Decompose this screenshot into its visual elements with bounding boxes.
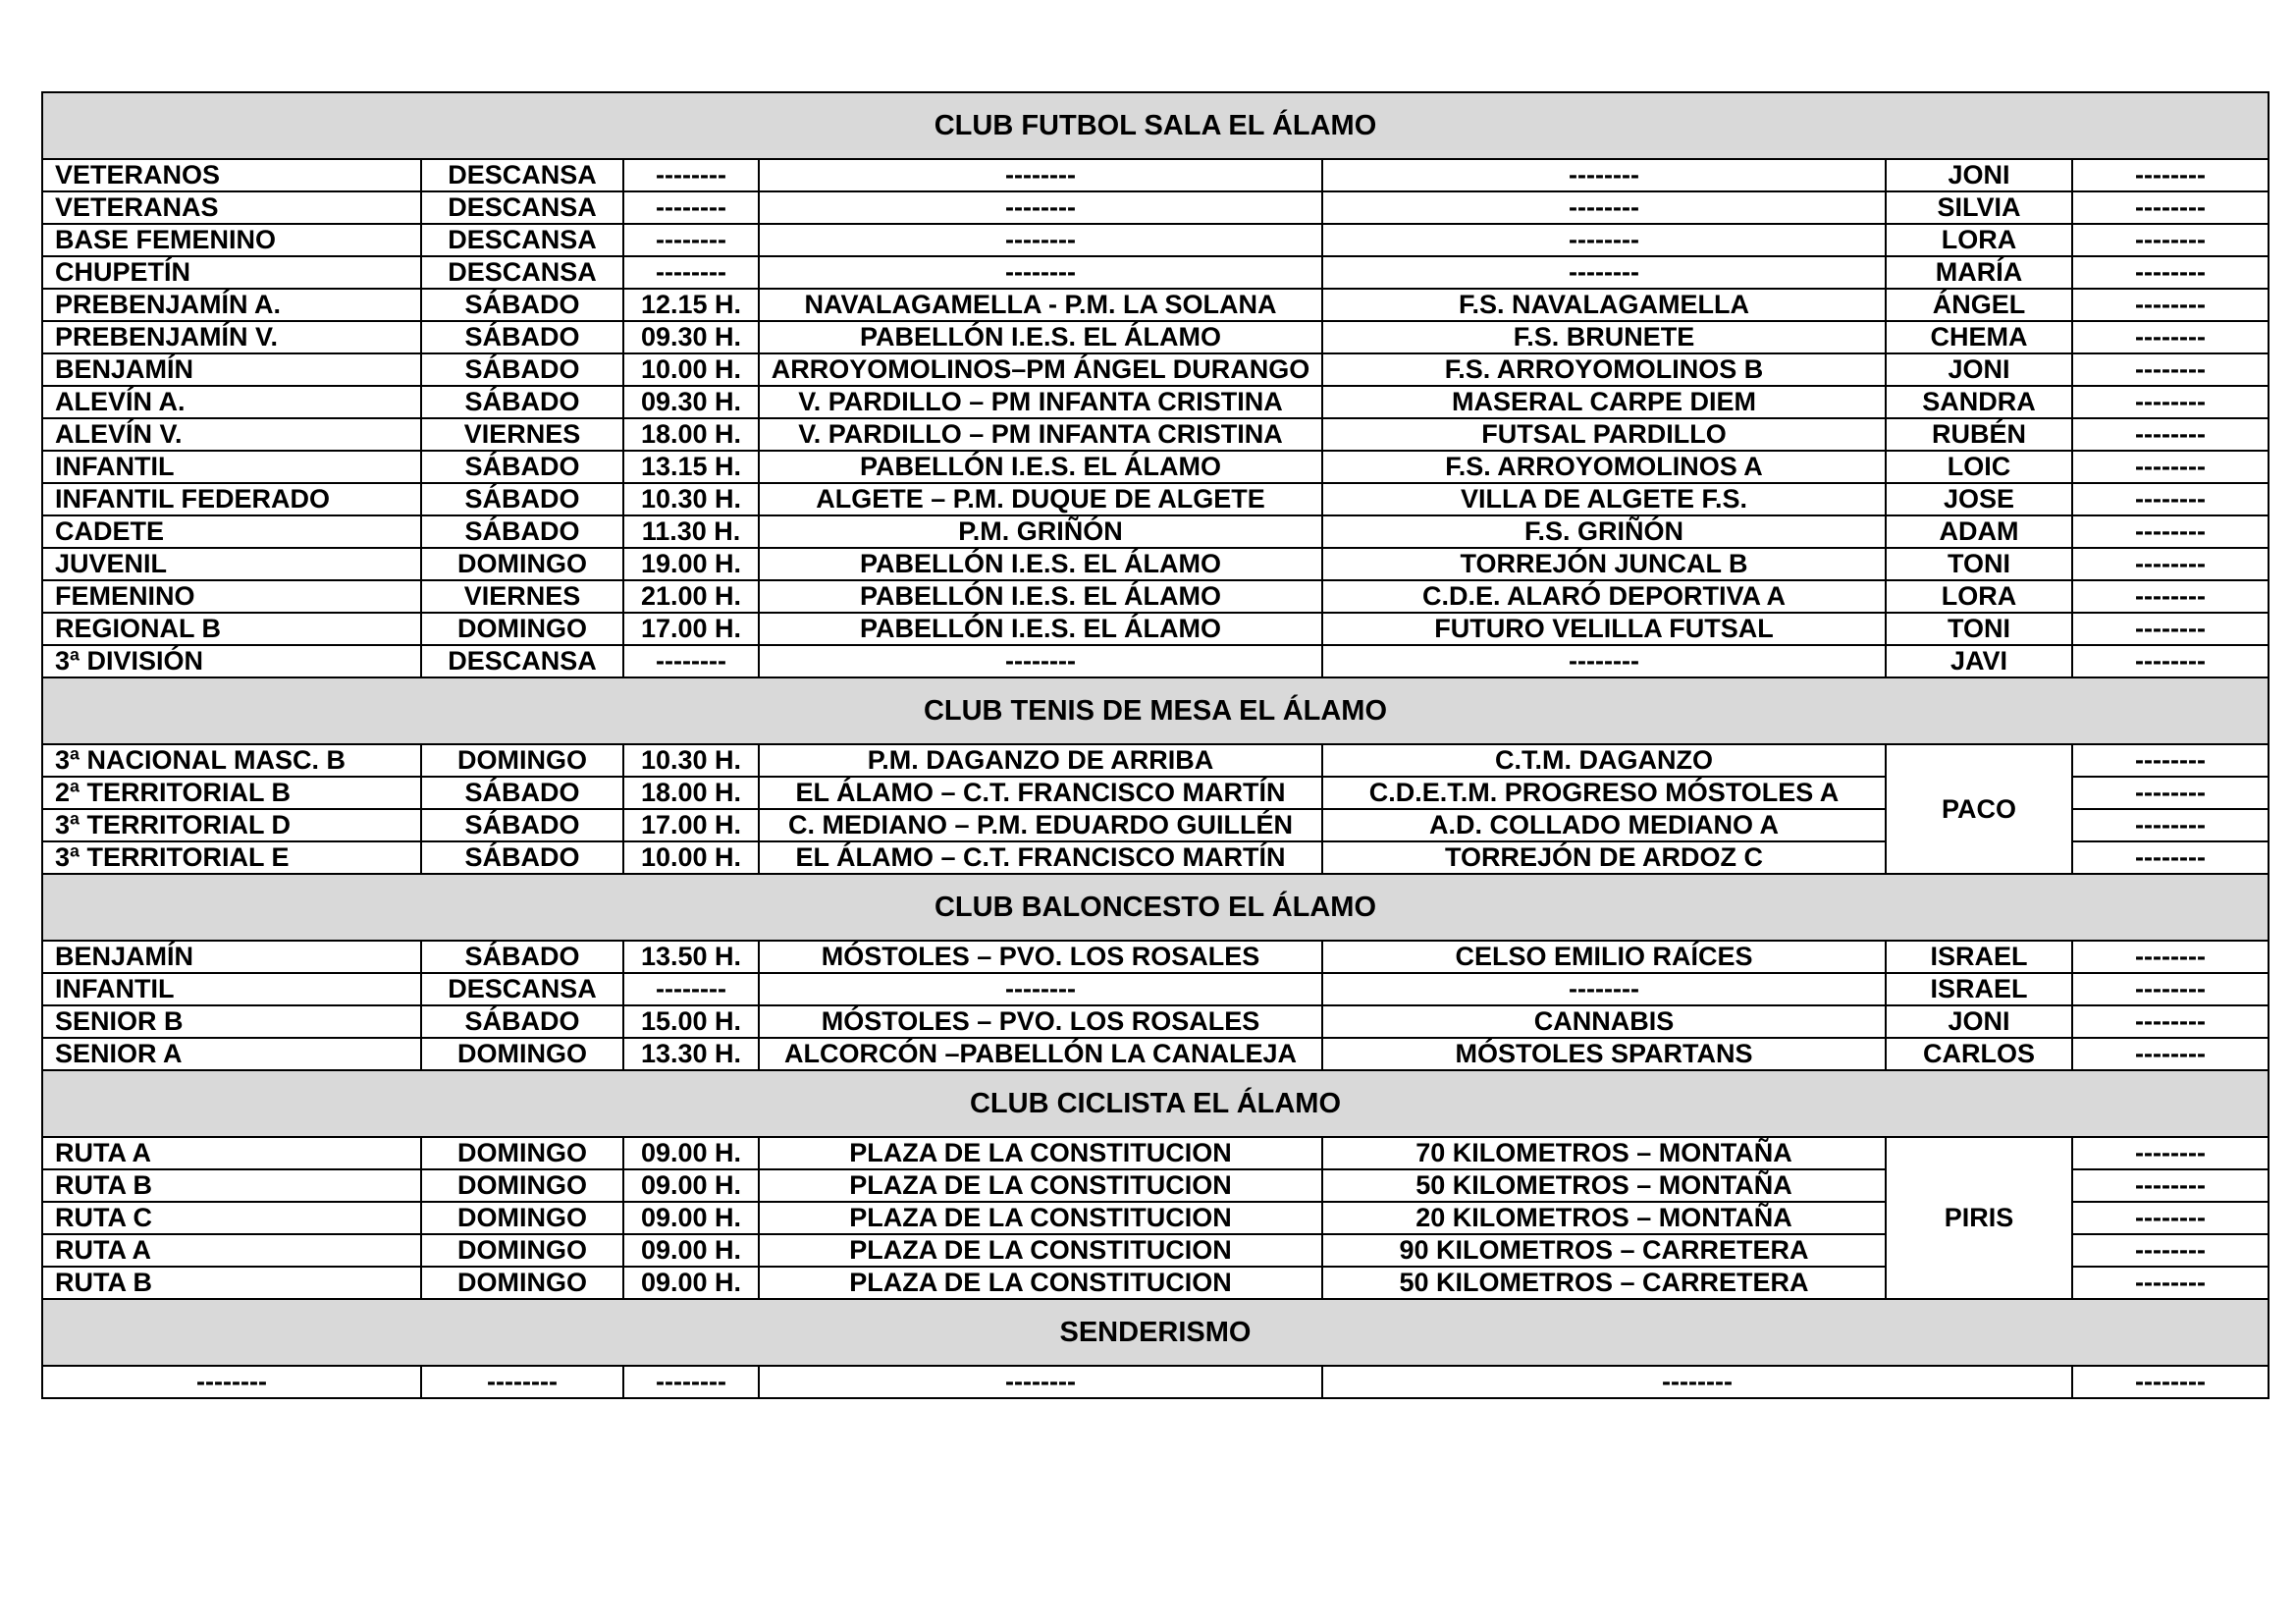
table-row xyxy=(42,973,2269,1005)
section-title: CLUB CICLISTA EL ÁLAMO xyxy=(42,1070,2269,1137)
opponent-cell: -------- xyxy=(1322,256,1886,289)
result-cell: -------- xyxy=(2072,191,2269,224)
delegate-cell: LOIC xyxy=(1886,451,2072,483)
delegate-cell: SANDRA xyxy=(1886,386,2072,418)
result-cell: -------- xyxy=(2072,580,2269,613)
result-cell: -------- xyxy=(2072,777,2269,809)
category-cell: CADETE xyxy=(42,515,421,548)
time-cell: 09.00 H. xyxy=(623,1137,759,1169)
time-cell: -------- xyxy=(623,191,759,224)
table-row xyxy=(42,321,2269,353)
day-cell: SÁBADO xyxy=(421,941,623,973)
result-cell: -------- xyxy=(2072,645,2269,677)
section-title: SENDERISMO xyxy=(42,1299,2269,1366)
day-cell: SÁBADO xyxy=(421,386,623,418)
day-cell: SÁBADO xyxy=(421,515,623,548)
delegate-cell: CARLOS xyxy=(1886,1038,2072,1070)
result-cell: -------- xyxy=(2072,613,2269,645)
table-row xyxy=(42,289,2269,321)
result-cell: -------- xyxy=(2072,1038,2269,1070)
delegate-cell: TONI xyxy=(1886,548,2072,580)
day-cell: DESCANSA xyxy=(421,973,623,1005)
delegate-cell: MARÍA xyxy=(1886,256,2072,289)
time-cell: 18.00 H. xyxy=(623,777,759,809)
category-cell: FEMENINO xyxy=(42,580,421,613)
result-cell: -------- xyxy=(2072,1234,2269,1267)
section-header xyxy=(42,92,2269,159)
day-cell: SÁBADO xyxy=(421,1005,623,1038)
venue-cell: ALCORCÓN –PABELLÓN LA CANALEJA xyxy=(759,1038,1322,1070)
time-cell: 11.30 H. xyxy=(623,515,759,548)
opponent-cell: F.S. GRIÑÓN xyxy=(1322,515,1886,548)
time-cell: 13.15 H. xyxy=(623,451,759,483)
time-cell: -------- xyxy=(623,973,759,1005)
category-cell: BENJAMÍN xyxy=(42,353,421,386)
venue-cell: MÓSTOLES – PVO. LOS ROSALES xyxy=(759,941,1322,973)
category-cell: BASE FEMENINO xyxy=(42,224,421,256)
category-cell: INFANTIL xyxy=(42,451,421,483)
table-row xyxy=(42,515,2269,548)
time-cell: 10.00 H. xyxy=(623,841,759,874)
opponent-cell: TORREJÓN JUNCAL B xyxy=(1322,548,1886,580)
opponent-cell: FUTSAL PARDILLO xyxy=(1322,418,1886,451)
time-cell: 09.00 H. xyxy=(623,1169,759,1202)
venue-cell: PABELLÓN I.E.S. EL ÁLAMO xyxy=(759,580,1322,613)
time-cell: 10.30 H. xyxy=(623,744,759,777)
delegate-cell: ISRAEL xyxy=(1886,941,2072,973)
venue-cell: -------- xyxy=(759,159,1322,191)
category-cell: 2ª TERRITORIAL B xyxy=(42,777,421,809)
venue-cell: ALGETE – P.M. DUQUE DE ALGETE xyxy=(759,483,1322,515)
table-row xyxy=(42,744,2269,777)
category-cell: ALEVÍN V. xyxy=(42,418,421,451)
section-title: CLUB FUTBOL SALA EL ÁLAMO xyxy=(42,92,2269,159)
result-cell: -------- xyxy=(2072,548,2269,580)
day-cell: DESCANSA xyxy=(421,645,623,677)
opponent-cell: MASERAL CARPE DIEM xyxy=(1322,386,1886,418)
time-cell: 15.00 H. xyxy=(623,1005,759,1038)
category-cell: 3ª TERRITORIAL D xyxy=(42,809,421,841)
opponent-cell: 70 KILOMETROS – MONTAÑA xyxy=(1322,1137,1886,1169)
day-cell: VIERNES xyxy=(421,418,623,451)
venue-cell: P.M. DAGANZO DE ARRIBA xyxy=(759,744,1322,777)
day-cell: DOMINGO xyxy=(421,548,623,580)
day-cell: DOMINGO xyxy=(421,613,623,645)
time-cell: 10.30 H. xyxy=(623,483,759,515)
result-cell: -------- xyxy=(2072,451,2269,483)
day-cell: SÁBADO xyxy=(421,841,623,874)
day-cell: SÁBADO xyxy=(421,483,623,515)
day-cell: DOMINGO xyxy=(421,1169,623,1202)
result-cell: -------- xyxy=(2072,1137,2269,1169)
venue-cell: ARROYOMOLINOS–PM ÁNGEL DURANGO xyxy=(759,353,1322,386)
opponent-cell: 20 KILOMETROS – MONTAÑA xyxy=(1322,1202,1886,1234)
venue-cell: PLAZA DE LA CONSTITUCION xyxy=(759,1267,1322,1299)
table-row xyxy=(42,1137,2269,1169)
delegate-cell: ISRAEL xyxy=(1886,973,2072,1005)
result-cell: -------- xyxy=(2072,386,2269,418)
venue-cell: V. PARDILLO – PM INFANTA CRISTINA xyxy=(759,386,1322,418)
category-cell: PREBENJAMÍN V. xyxy=(42,321,421,353)
table-row xyxy=(42,353,2269,386)
section-header xyxy=(42,874,2269,941)
result-cell: -------- xyxy=(2072,418,2269,451)
opponent-cell: MÓSTOLES SPARTANS xyxy=(1322,1038,1886,1070)
venue-cell: PLAZA DE LA CONSTITUCION xyxy=(759,1234,1322,1267)
category-cell: PREBENJAMÍN A. xyxy=(42,289,421,321)
venue-cell: -------- xyxy=(759,224,1322,256)
time-cell: 21.00 H. xyxy=(623,580,759,613)
opponent-cell: 90 KILOMETROS – CARRETERA xyxy=(1322,1234,1886,1267)
venue-cell: -------- xyxy=(759,645,1322,677)
table-row xyxy=(42,191,2269,224)
time-cell: 09.00 H. xyxy=(623,1234,759,1267)
table-row xyxy=(42,941,2269,973)
category-cell: -------- xyxy=(42,1366,421,1398)
delegate-cell: LORA xyxy=(1886,224,2072,256)
opponent-cell: C.D.E. ALARÓ DEPORTIVA A xyxy=(1322,580,1886,613)
time-cell: 17.00 H. xyxy=(623,809,759,841)
venue-cell: NAVALAGAMELLA - P.M. LA SOLANA xyxy=(759,289,1322,321)
table-row xyxy=(42,418,2269,451)
venue-cell: PLAZA DE LA CONSTITUCION xyxy=(759,1169,1322,1202)
table-row xyxy=(42,645,2269,677)
result-cell: -------- xyxy=(2072,1005,2269,1038)
table-row xyxy=(42,1366,2269,1398)
category-cell: VETERANAS xyxy=(42,191,421,224)
opponent-cell: C.D.E.T.M. PROGRESO MÓSTOLES A xyxy=(1322,777,1886,809)
day-cell: DOMINGO xyxy=(421,1038,623,1070)
category-cell: ALEVÍN A. xyxy=(42,386,421,418)
category-cell: RUTA B xyxy=(42,1267,421,1299)
delegate-cell: JAVI xyxy=(1886,645,2072,677)
opponent-cell: -------- xyxy=(1322,1366,2072,1398)
section-header xyxy=(42,677,2269,744)
day-cell: SÁBADO xyxy=(421,353,623,386)
section-header xyxy=(42,1070,2269,1137)
section-title: CLUB TENIS DE MESA EL ÁLAMO xyxy=(42,677,2269,744)
day-cell: SÁBADO xyxy=(421,451,623,483)
opponent-cell: F.S. ARROYOMOLINOS A xyxy=(1322,451,1886,483)
table-row xyxy=(42,224,2269,256)
opponent-cell: -------- xyxy=(1322,645,1886,677)
table-row xyxy=(42,1005,2269,1038)
opponent-cell: 50 KILOMETROS – CARRETERA xyxy=(1322,1267,1886,1299)
result-cell: -------- xyxy=(2072,744,2269,777)
opponent-cell: VILLA DE ALGETE F.S. xyxy=(1322,483,1886,515)
category-cell: VETERANOS xyxy=(42,159,421,191)
result-cell: -------- xyxy=(2072,973,2269,1005)
day-cell: -------- xyxy=(421,1366,623,1398)
venue-cell: PABELLÓN I.E.S. EL ÁLAMO xyxy=(759,548,1322,580)
delegate-cell: PACO xyxy=(1886,744,2072,874)
opponent-cell: F.S. NAVALAGAMELLA xyxy=(1322,289,1886,321)
category-cell: INFANTIL xyxy=(42,973,421,1005)
delegate-cell: JONI xyxy=(1886,1005,2072,1038)
opponent-cell: TORREJÓN DE ARDOZ C xyxy=(1322,841,1886,874)
section-header xyxy=(42,1299,2269,1366)
time-cell: 13.50 H. xyxy=(623,941,759,973)
day-cell: DESCANSA xyxy=(421,256,623,289)
delegate-cell: SILVIA xyxy=(1886,191,2072,224)
delegate-cell: JONI xyxy=(1886,353,2072,386)
opponent-cell: -------- xyxy=(1322,191,1886,224)
delegate-cell: ÁNGEL xyxy=(1886,289,2072,321)
day-cell: VIERNES xyxy=(421,580,623,613)
time-cell: 10.00 H. xyxy=(623,353,759,386)
table-row xyxy=(42,451,2269,483)
category-cell: REGIONAL B xyxy=(42,613,421,645)
result-cell: -------- xyxy=(2072,515,2269,548)
table-row xyxy=(42,613,2269,645)
result-cell: -------- xyxy=(2072,224,2269,256)
opponent-cell: 50 KILOMETROS – MONTAÑA xyxy=(1322,1169,1886,1202)
opponent-cell: C.T.M. DAGANZO xyxy=(1322,744,1886,777)
time-cell: -------- xyxy=(623,256,759,289)
day-cell: SÁBADO xyxy=(421,777,623,809)
venue-cell: V. PARDILLO – PM INFANTA CRISTINA xyxy=(759,418,1322,451)
category-cell: CHUPETÍN xyxy=(42,256,421,289)
time-cell: 13.30 H. xyxy=(623,1038,759,1070)
venue-cell: P.M. GRIÑÓN xyxy=(759,515,1322,548)
result-cell: -------- xyxy=(2072,289,2269,321)
day-cell: SÁBADO xyxy=(421,809,623,841)
day-cell: DESCANSA xyxy=(421,159,623,191)
day-cell: DESCANSA xyxy=(421,191,623,224)
schedule-body xyxy=(42,92,2269,1398)
venue-cell: C. MEDIANO – P.M. EDUARDO GUILLÉN xyxy=(759,809,1322,841)
table-row xyxy=(42,483,2269,515)
venue-cell: EL ÁLAMO – C.T. FRANCISCO MARTÍN xyxy=(759,777,1322,809)
table-row xyxy=(42,580,2269,613)
table-row xyxy=(42,548,2269,580)
venue-cell: EL ÁLAMO – C.T. FRANCISCO MARTÍN xyxy=(759,841,1322,874)
category-cell: RUTA A xyxy=(42,1234,421,1267)
time-cell: 09.30 H. xyxy=(623,321,759,353)
time-cell: -------- xyxy=(623,645,759,677)
opponent-cell: CELSO EMILIO RAÍCES xyxy=(1322,941,1886,973)
category-cell: RUTA B xyxy=(42,1169,421,1202)
delegate-cell: PIRIS xyxy=(1886,1137,2072,1299)
category-cell: 3ª DIVISIÓN xyxy=(42,645,421,677)
opponent-cell: F.S. ARROYOMOLINOS B xyxy=(1322,353,1886,386)
venue-cell: PABELLÓN I.E.S. EL ÁLAMO xyxy=(759,613,1322,645)
day-cell: DOMINGO xyxy=(421,1267,623,1299)
opponent-cell: -------- xyxy=(1322,973,1886,1005)
time-cell: 18.00 H. xyxy=(623,418,759,451)
time-cell: 09.30 H. xyxy=(623,386,759,418)
venue-cell: -------- xyxy=(759,191,1322,224)
result-cell: -------- xyxy=(2072,256,2269,289)
time-cell: 09.00 H. xyxy=(623,1267,759,1299)
section-title: CLUB BALONCESTO EL ÁLAMO xyxy=(42,874,2269,941)
delegate-cell: TONI xyxy=(1886,613,2072,645)
delegate-cell: ADAM xyxy=(1886,515,2072,548)
result-cell: -------- xyxy=(2072,321,2269,353)
delegate-cell: JOSE xyxy=(1886,483,2072,515)
delegate-cell: RUBÉN xyxy=(1886,418,2072,451)
venue-cell: MÓSTOLES – PVO. LOS ROSALES xyxy=(759,1005,1322,1038)
day-cell: DOMINGO xyxy=(421,744,623,777)
category-cell: BENJAMÍN xyxy=(42,941,421,973)
category-cell: 3ª TERRITORIAL E xyxy=(42,841,421,874)
venue-cell: PABELLÓN I.E.S. EL ÁLAMO xyxy=(759,321,1322,353)
category-cell: SENIOR B xyxy=(42,1005,421,1038)
time-cell: -------- xyxy=(623,224,759,256)
category-cell: INFANTIL FEDERADO xyxy=(42,483,421,515)
day-cell: DOMINGO xyxy=(421,1202,623,1234)
schedule-table xyxy=(41,91,2269,1399)
opponent-cell: F.S. BRUNETE xyxy=(1322,321,1886,353)
delegate-cell: LORA xyxy=(1886,580,2072,613)
venue-cell: -------- xyxy=(759,1366,1322,1398)
time-cell: 17.00 H. xyxy=(623,613,759,645)
day-cell: SÁBADO xyxy=(421,289,623,321)
result-cell: -------- xyxy=(2072,1202,2269,1234)
venue-cell: PLAZA DE LA CONSTITUCION xyxy=(759,1202,1322,1234)
category-cell: JUVENIL xyxy=(42,548,421,580)
time-cell: 12.15 H. xyxy=(623,289,759,321)
table-row xyxy=(42,256,2269,289)
day-cell: DOMINGO xyxy=(421,1234,623,1267)
result-cell: -------- xyxy=(2072,841,2269,874)
day-cell: SÁBADO xyxy=(421,321,623,353)
result-cell: -------- xyxy=(2072,353,2269,386)
time-cell: 19.00 H. xyxy=(623,548,759,580)
venue-cell: -------- xyxy=(759,973,1322,1005)
opponent-cell: CANNABIS xyxy=(1322,1005,1886,1038)
table-row xyxy=(42,386,2269,418)
day-cell: DESCANSA xyxy=(421,224,623,256)
category-cell: 3ª NACIONAL MASC. B xyxy=(42,744,421,777)
venue-cell: -------- xyxy=(759,256,1322,289)
opponent-cell: A.D. COLLADO MEDIANO A xyxy=(1322,809,1886,841)
venue-cell: PLAZA DE LA CONSTITUCION xyxy=(759,1137,1322,1169)
category-cell: SENIOR A xyxy=(42,1038,421,1070)
day-cell: DOMINGO xyxy=(421,1137,623,1169)
result-cell: -------- xyxy=(2072,809,2269,841)
time-cell: -------- xyxy=(623,1366,759,1398)
opponent-cell: -------- xyxy=(1322,224,1886,256)
opponent-cell: -------- xyxy=(1322,159,1886,191)
venue-cell: PABELLÓN I.E.S. EL ÁLAMO xyxy=(759,451,1322,483)
time-cell: 09.00 H. xyxy=(623,1202,759,1234)
result-cell: -------- xyxy=(2072,159,2269,191)
result-cell: -------- xyxy=(2072,1366,2269,1398)
result-cell: -------- xyxy=(2072,483,2269,515)
result-cell: -------- xyxy=(2072,1169,2269,1202)
category-cell: RUTA A xyxy=(42,1137,421,1169)
result-cell: -------- xyxy=(2072,941,2269,973)
time-cell: -------- xyxy=(623,159,759,191)
delegate-cell: CHEMA xyxy=(1886,321,2072,353)
table-row xyxy=(42,1038,2269,1070)
delegate-cell: JONI xyxy=(1886,159,2072,191)
category-cell: RUTA C xyxy=(42,1202,421,1234)
result-cell: -------- xyxy=(2072,1267,2269,1299)
opponent-cell: FUTURO VELILLA FUTSAL xyxy=(1322,613,1886,645)
table-row xyxy=(42,159,2269,191)
